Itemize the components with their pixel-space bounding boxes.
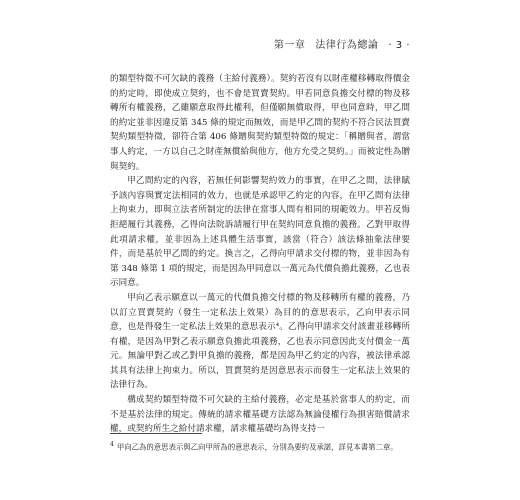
footnote-number: 4	[110, 441, 114, 448]
paragraph-3: 甲向乙表示願意以一萬元的代價負擔交付標的物及移轉所有權的義務，乃以訂立買賣契約（發生一定私法上效果）為目的的意思表示，乙向甲表示同意，也是得發生一定私法上效果的意思表示⁴。乙得向甲請求交付該畫並移轉所有權，是因為甲對乙表示願意負擔此項義務，乙也表示同意因此支付價金一萬元。無論甲對乙或乙對甲負擔的義務，都是因為甲乙約定的內容，被法律承認其具有法律上拘束力。所以，買賣契約是因意思表示而發生一定私法上效果的法律行為。	[110, 292, 410, 391]
paragraph-2: 甲乙間約定的內容，若無任何影響契約效力的事實，在甲乙之間，法律賦予該內容與實定法相同的效力，也就是承認甲乙約定的內容，在甲乙間有法律上拘束力，即與立法者所制定的法律在當事人間有相同的規範效力。甲若反悔拒絕履行其義務，乙得向法院訴請履行甲在契約同意負擔的義務。乙對甲取得此項請求權，並非因為上述具體生活事實，該當（符合）該法條抽象法律要件，而是基於甲乙間的約定。換言之，乙得向甲請求交付標的物，並非因為有第 348 條第 1 項的規定，而是因為甲同意以一萬元為代價負擔此義務，乙也表示同意。	[110, 176, 410, 289]
footnote-divider	[110, 433, 202, 434]
page-number: · 3 ·	[388, 40, 410, 51]
paragraph-1: 的類型特徵不可欠缺的義務（主給付義務）。契約若沒有以財產權移轉取得價金的約定時，即使成立契約，也不會是買賣契約。甲若同意負擔交付標的物及移轉所有權義務，乙雖願意取得此權利，但僅願無償取得，甲也同意時，甲乙間的約定並非因違反第 345 條的規定而無效，而是甲乙間的契約不符合民法買賣契約類型特徵，卻符合第 406 條贈與契約類型特徵的規定：「稱贈與者，謂當事人約定，一方以自己之財產無償給與他方，他方允受之契約。」而被定性為贈與契約。	[110, 74, 410, 172]
chapter-label: 第一章	[273, 40, 306, 51]
body-text	[110, 72, 410, 437]
chapter-title: 法律行為總論	[315, 40, 379, 51]
footnote	[110, 439, 410, 453]
paragraph-4: 構成契約類型特徵不可欠缺的主給付義務，必定是基於當事人的約定，而不是基於法律的規定。傳統的請求權基礎方法認為無論侵權行為損害賠償請求權，或契約所生之給付請求權，請求權基礎均為得支持一	[110, 395, 410, 435]
footnote-text: 甲向乙為的意思表示與乙向甲所為的意思表示，分別為要約及承諾，詳見本書第二章。	[116, 442, 398, 452]
running-header	[274, 36, 410, 51]
